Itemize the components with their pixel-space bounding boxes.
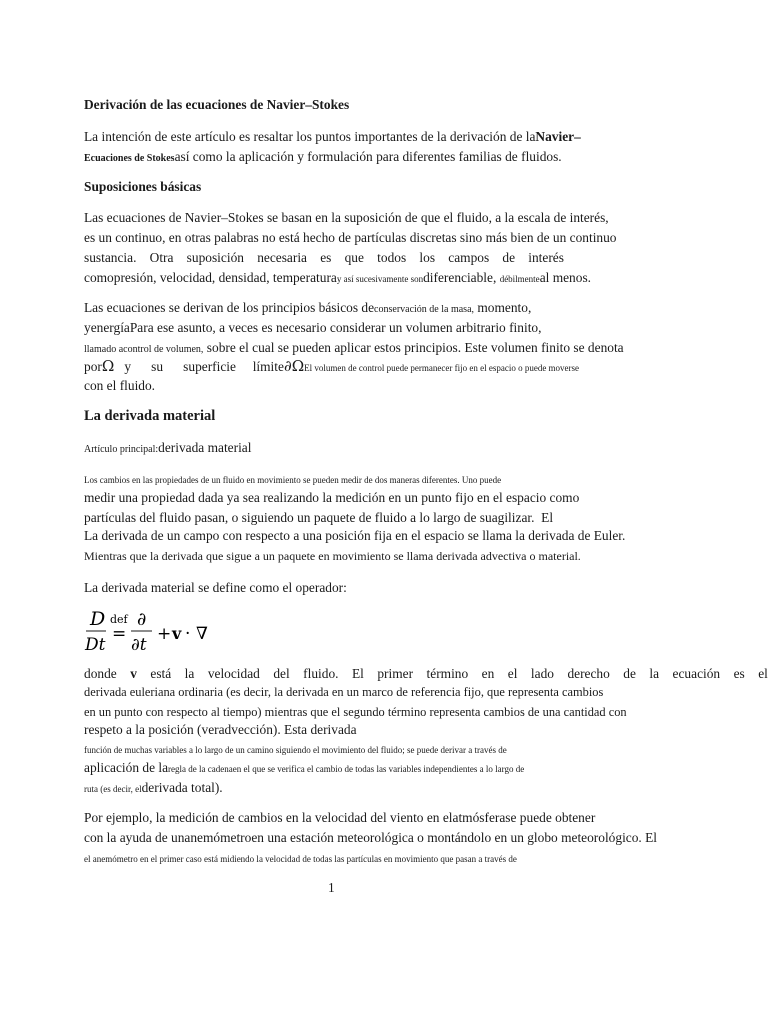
small-text: El volumen de control puede permanecer fijo en el espacio o puede moverse — [304, 363, 580, 373]
momentum-link[interactable]: momento, — [477, 300, 532, 315]
streamline-link[interactable]: agilizar. — [491, 510, 535, 525]
intro-text: así como la aplicación y formulación para diferentes familias de — [174, 149, 518, 164]
paragraph-line: función de muchas variables a lo largo de un camino siguiendo el movimiento del fluido; se puede derivar a través de — [84, 745, 507, 755]
main-article-line — [84, 440, 251, 458]
section-heading-assumptions: Suposiciones básicas — [84, 179, 202, 194]
paragraph-line — [84, 760, 524, 777]
word: Otra — [149, 250, 174, 265]
paragraph-line — [84, 780, 223, 797]
paragraph-line — [84, 340, 624, 358]
paragraph-line: La derivada material se define como el operador: — [84, 580, 347, 595]
formula-v: v — [172, 624, 182, 643]
text: sobre el cual se pueden aplicar estos principios. Este volumen finito se denota — [206, 340, 624, 355]
mass-conservation-link[interactable]: conservación de la masa, — [374, 304, 475, 315]
formula-denominator-dt: Dt — [85, 635, 106, 654]
formula-equals: = — [112, 624, 127, 644]
paragraph-line — [84, 300, 531, 318]
weakly-link[interactable]: débilmente — [499, 274, 540, 284]
formula-dot: · — [185, 624, 191, 644]
paragraph-line: Las ecuaciones de Navier–Stokes se basan en la suposición de que el fluido, a la escala de interés, — [84, 210, 609, 225]
intro-line-1 — [84, 129, 581, 145]
intro-line-2 — [84, 149, 562, 167]
paragraph-line: derivada euleriana ordinaria (es decir, la derivada en un marco de referencia fijo, que representa cambios — [84, 685, 604, 699]
text: partículas del fluido pasan, o siguiendo un paquete de fluido a lo largo de su — [84, 510, 492, 525]
word: interés — [528, 250, 564, 265]
intro-text: La intención de este artículo es resaltar los puntos importantes de la derivación de la — [84, 129, 536, 144]
boundary-link[interactable]: límite — [252, 359, 284, 374]
word: todos — [377, 250, 407, 265]
anemometer-link[interactable]: anemómetro — [184, 830, 252, 845]
text: Las ecuaciones se derivan de los principios básicos de — [84, 300, 375, 315]
word: El — [351, 666, 364, 681]
paragraph-line-justified — [84, 666, 768, 682]
word: ecuación — [672, 666, 721, 681]
small-text: y así sucesivamente son — [336, 274, 424, 284]
small-text: ruta (es decir, el — [84, 784, 142, 794]
material-derivative-formula — [84, 606, 224, 654]
section-heading-material-derivative: La derivada material — [84, 408, 216, 424]
small-text: en el que se verifica el cambio de todas las variables independientes a lo largo de — [232, 764, 525, 774]
paragraph-line — [84, 722, 357, 738]
word: campos — [448, 250, 490, 265]
document-title: Derivación de las ecuaciones de Navier–Stokes — [84, 97, 350, 112]
total-derivative-link[interactable]: derivada total). — [141, 780, 223, 795]
material-derivative-link[interactable]: derivada material — [158, 440, 252, 455]
formula-nabla: ∇ — [196, 624, 208, 644]
word: el — [758, 666, 768, 681]
word: derecho — [567, 666, 610, 681]
word: es — [320, 250, 332, 265]
paragraph-line: es un continuo, en otras palabras no está hecho de partículas discretas sino más bien de un continuo — [84, 230, 617, 245]
word: superficie — [183, 359, 236, 374]
atmosphere-link[interactable]: atmósfera — [452, 810, 506, 825]
text: al menos. — [539, 270, 592, 285]
paragraph-line: Los cambios en las propiedades de un fluido en movimiento se pueden medir de dos maneras diferentes. Uno puede — [84, 475, 502, 485]
chain-rule-link[interactable]: regla de la cadena — [168, 764, 233, 774]
paragraph-line — [84, 810, 595, 826]
navier-link[interactable]: Navier– — [535, 129, 581, 144]
word: fluido. — [303, 666, 339, 681]
word: el — [507, 666, 518, 681]
paragraph-line — [84, 358, 579, 376]
page-number: 1 — [328, 880, 335, 895]
text: Artículo principal: — [84, 444, 159, 455]
paragraph-line: en un punto con respecto al tiempo) mientras que el segundo término representa cambios de una cantidad con — [84, 705, 627, 719]
word: necesaria — [257, 250, 307, 265]
word: la — [184, 666, 195, 681]
formula-partial-t: ∂t — [131, 635, 147, 654]
paragraph-line — [84, 270, 591, 287]
word: que — [344, 250, 364, 265]
word: primer — [377, 666, 414, 681]
paragraph-line: con el fluido. — [84, 378, 156, 393]
word: en — [481, 666, 495, 681]
text: Por ejemplo, la medición de cambios en la velocidad del viento en el — [84, 810, 453, 825]
word: velocidad — [207, 666, 260, 681]
word: la — [649, 666, 660, 681]
formula-numerator-d: D — [90, 608, 106, 630]
paragraph-line: el anemómetro en el primer caso está midiendo la velocidad de todas las partículas en movimiento que pasan a través de — [84, 854, 517, 864]
word: término — [426, 666, 469, 681]
word: es — [733, 666, 745, 681]
text: El — [541, 510, 554, 525]
text: en una estación meteorológica o montándolo en un globo meteorológico. El — [251, 830, 658, 845]
text: respeto a la posición (ver — [84, 722, 219, 737]
paragraph-line-justified — [84, 250, 564, 266]
differentiable-link[interactable]: diferenciable, — [423, 270, 497, 285]
text: llamado a — [84, 344, 124, 355]
formula-plus: + — [157, 624, 172, 644]
word: del — [273, 666, 290, 681]
word: y — [124, 359, 132, 374]
text: aplicación de la — [84, 760, 169, 775]
stokes-link[interactable]: Ecuaciones de Stokes — [84, 153, 175, 164]
formula-def: def — [110, 613, 128, 626]
word: los — [419, 250, 436, 265]
word: de — [502, 250, 516, 265]
paragraph-line: yenergíaPara ese asunto, a veces es necesario considerar un volumen arbitrario finito, — [84, 320, 542, 335]
control-volume-link[interactable]: control de volumen, — [123, 344, 204, 355]
word: sustancia. — [84, 250, 137, 265]
omega-symbol: Ω — [101, 357, 115, 375]
text: por — [84, 359, 102, 374]
fluids-link[interactable]: fluidos. — [521, 149, 562, 164]
word: su — [151, 359, 164, 374]
text: con la ayuda de un — [84, 830, 185, 845]
word: de — [623, 666, 636, 681]
paragraph-line: Mientras que la derivada que sigue a un paquete en movimiento se llama derivada advectiva o material. — [84, 549, 581, 563]
paragraph-line — [84, 510, 553, 526]
text: se puede obtener — [505, 810, 596, 825]
partial-omega-symbol: ∂Ω — [283, 357, 305, 375]
word: donde — [84, 666, 117, 681]
advection-link[interactable]: advección). Esta derivada — [218, 722, 357, 737]
paragraph-line: La derivada de un campo con respecto a una posición fija en el espacio se llama la derivada de Euler. — [84, 528, 626, 543]
paragraph-line: medir una propiedad dada ya sea realizando la medición en un punto fijo en el espacio como — [84, 490, 580, 505]
paragraph-line — [84, 830, 657, 846]
word: está — [150, 666, 172, 681]
formula-partial: ∂ — [137, 609, 147, 630]
pressure-link[interactable]: comopresión, velocidad, densidad, temperatura — [84, 270, 337, 285]
word: lado — [530, 666, 554, 681]
velocity-symbol: v — [130, 666, 137, 681]
word: suposición — [186, 250, 244, 265]
